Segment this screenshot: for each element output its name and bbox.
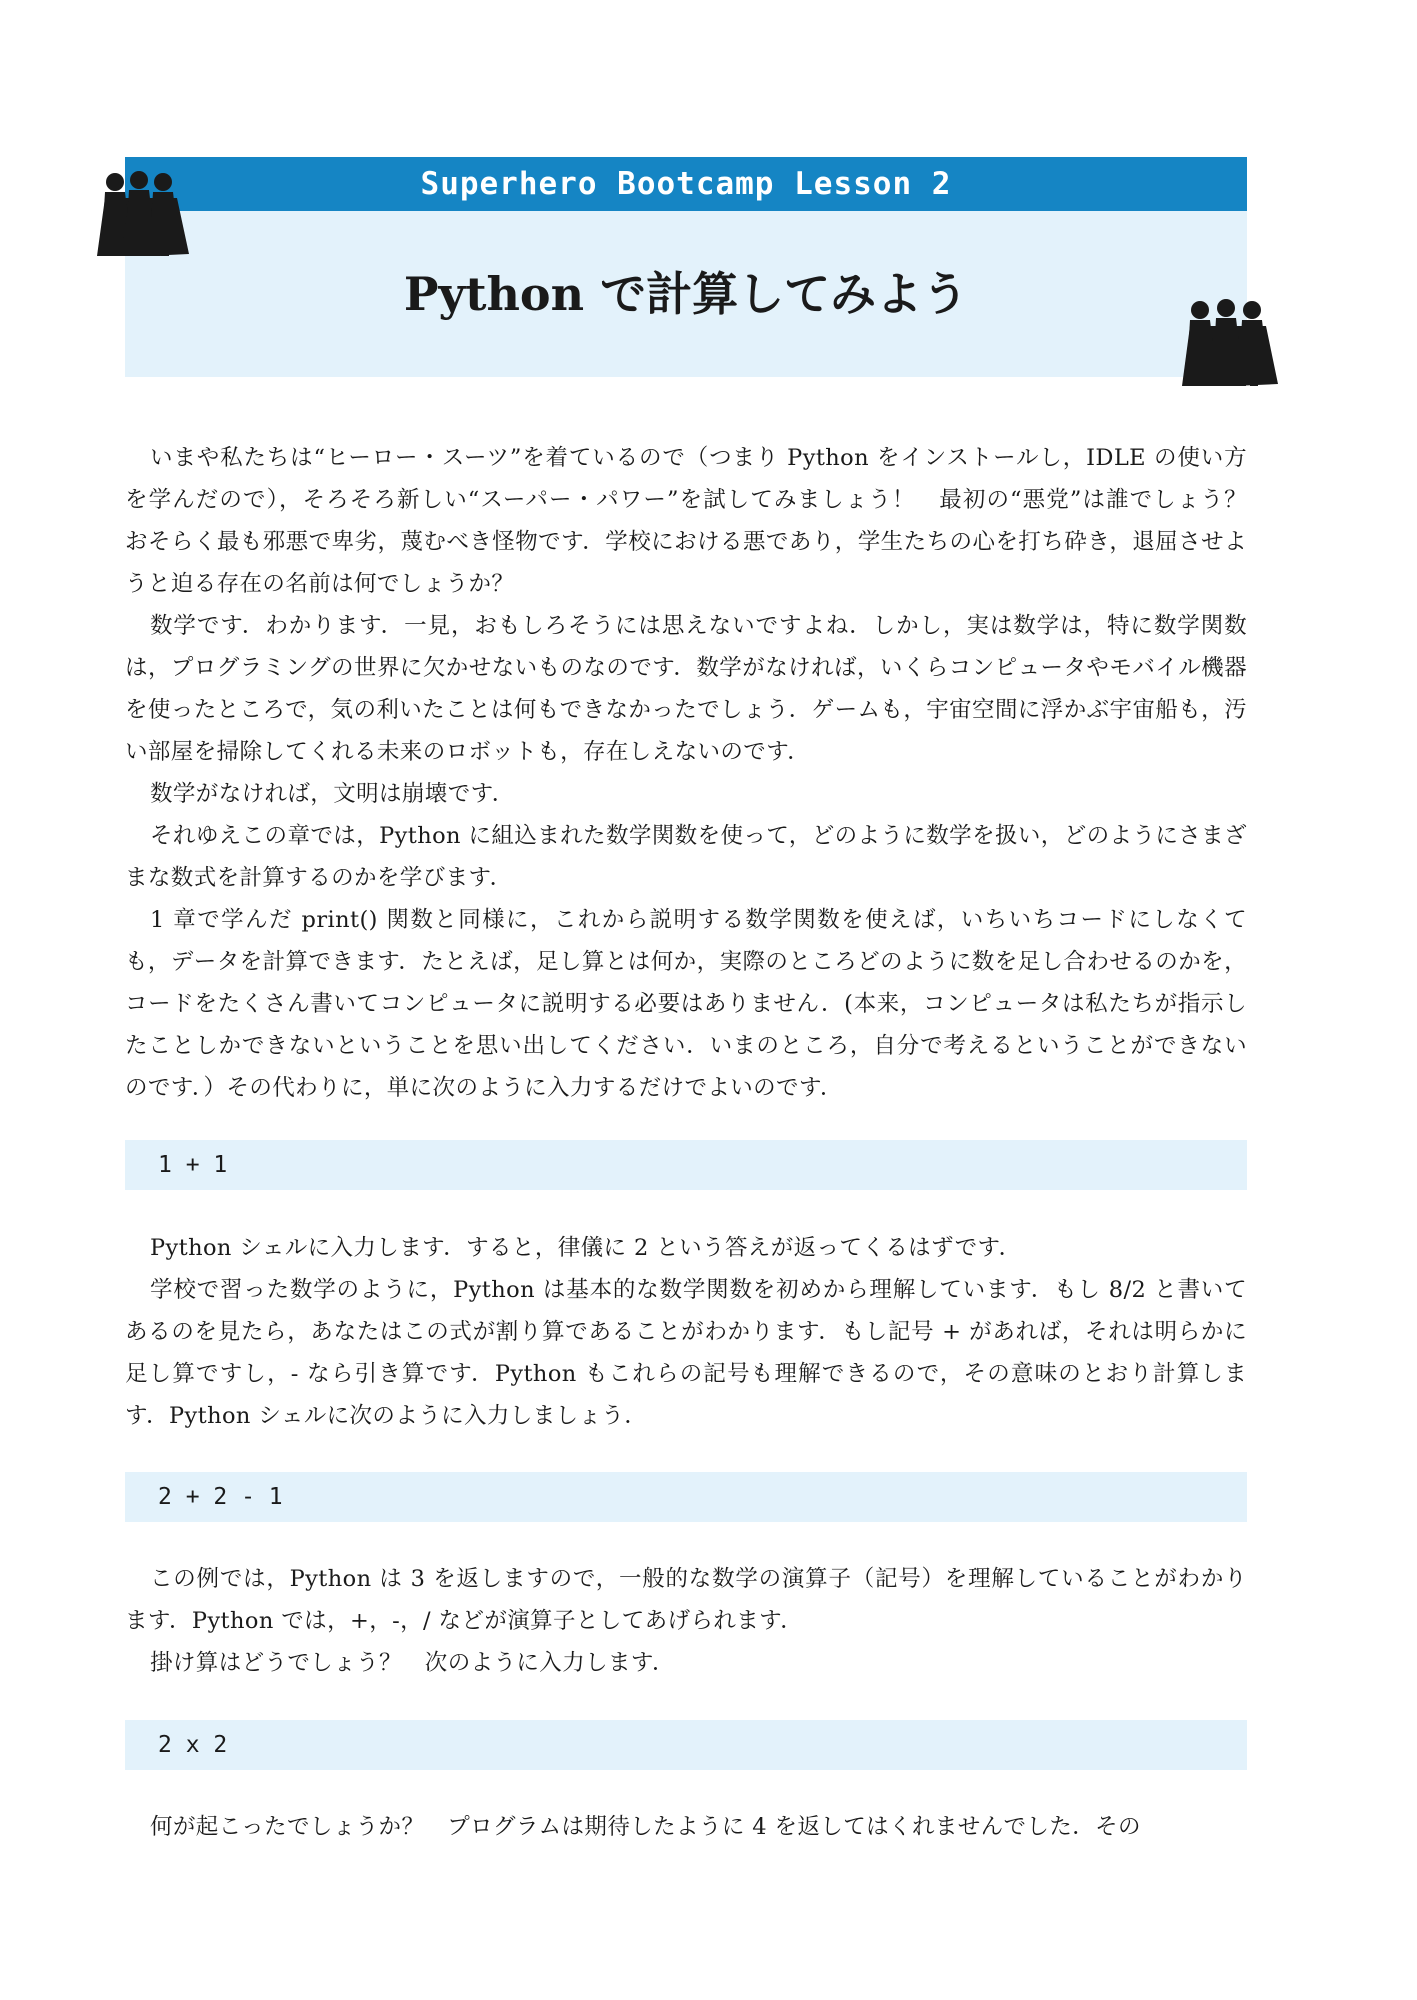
lesson-header-bar <box>125 157 1247 211</box>
paragraph: 数学がなければ，文明は崩壊です． <box>150 781 515 807</box>
paragraph: Python シェルに入力します．すると，律儀に 2 という答えが返ってくるはずです． <box>150 1235 1022 1261</box>
paragraph: 学校で習った数学のように，Python は基本的な数学関数を初めから理解しています．もし 8/2 と書いてあるのを見たら，あなたはこの式が割り算であることがわかります．もし記号 + があれば，それは明らかに足し算ですし，- なら引き算です．Python もこれらの記号も理解できるので，その意味のとおり計算します．Python シェルに次のように入力しましょう． <box>125 1277 1247 1429</box>
operators-section <box>125 1227 1247 1437</box>
paragraph: この例では，Python は 3 を返しますので，一般的な数学の演算子（記号）を理解していることがわかります．Python では，+，-，/ などが演算子としてあげられます． <box>125 1566 1247 1634</box>
superheroes-silhouette-icon <box>91 168 193 260</box>
code-block: 1 + 1 <box>125 1140 1247 1190</box>
paragraph: 掛け算はどうでしょう？ 次のように入力します． <box>150 1650 675 1676</box>
page-title: Python で計算してみよう <box>403 267 969 321</box>
paragraph: 1 章で学んだ print() 関数と同様に，これから説明する数学関数を使えば，いちいちコードにしなくても，データを計算できます．たとえば，足し算とは何か，実際のところどのように数を足し合わせるのかを，コードをたくさん書いてコンピュータに説明する必要はありません．(本来，コンピュータは私たちが指示したことしかできないということを思い出してください．いまのところ，自分で考えるということができないのです．）その代わりに，単に次のように入力するだけでよいのです． <box>125 907 1247 1101</box>
paragraph: 数学です．わかります．一見，おもしろそうには思えないですよね．しかし，実は数学は，特に数学関数は，プログラミングの世界に欠かせないものなのです．数学がなければ，いくらコンピュータやモバイル機器を使ったところで，気の利いたことは何もできなかったでしょう．ゲームも，宇宙空間に浮かぶ宇宙船も，汚い部屋を掃除してくれる未来のロボットも，存在しえないのです． <box>125 613 1247 765</box>
result-section <box>125 1806 1247 1848</box>
superheroes-silhouette-icon <box>1178 296 1280 388</box>
lesson-label: Superhero Bootcamp Lesson 2 <box>420 166 952 202</box>
example-section <box>125 1558 1247 1684</box>
intro-section <box>125 437 1270 1109</box>
paragraph: 何が起こったでしょうか？ プログラムは期待したように 4 を返してはくれませんでした．その <box>150 1814 1141 1840</box>
code-block: 2 + 2 - 1 <box>125 1472 1247 1522</box>
paragraph: それゆえこの章では，Python に組込まれた数学関数を使って，どのように数学を扱い，どのようにさまざまな数式を計算するのかを学びます． <box>125 823 1247 891</box>
code-block: 2 x 2 <box>125 1720 1247 1770</box>
paragraph: いまや私たちは“ヒーロー・スーツ”を着ているので（つまり Python をインストールし，IDLE の使い方を学んだので），そろそろ新しい“スーパー・パワー”を試してみましょう！ 最初の“悪党”は誰でしょう？ おそらく最も邪悪で卑劣，蔑むべき怪物です．学校における悪であり，学生たちの心を打ち砕き，退屈させようと迫る存在の名前は何でしょうか？ <box>125 445 1270 597</box>
